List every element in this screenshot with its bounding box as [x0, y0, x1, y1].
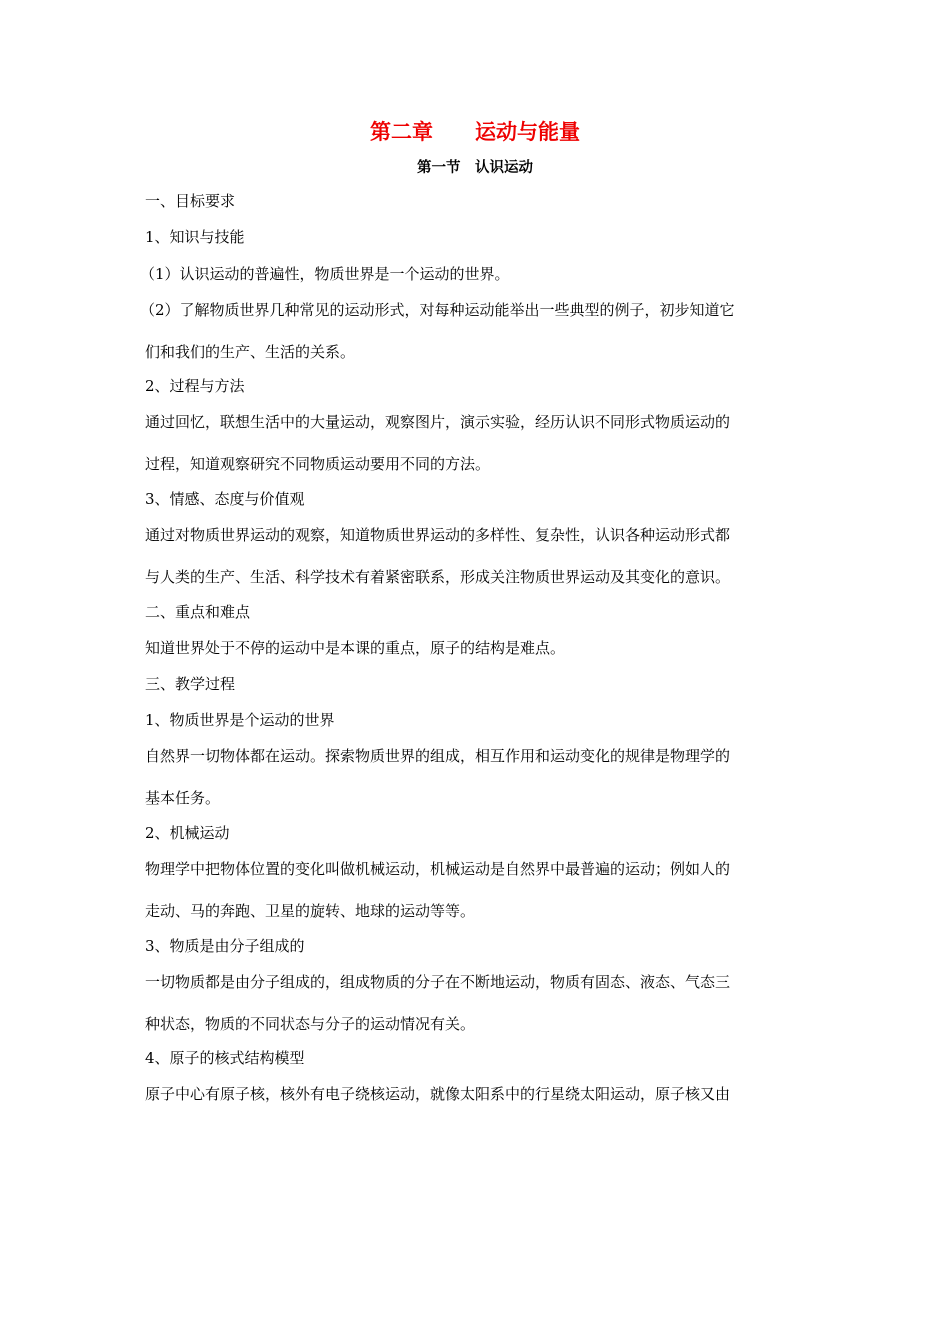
paragraph-line: 种状态，物质的不同状态与分子的运动情况有关。	[145, 1015, 476, 1033]
paragraph-line: 知道世界处于不停的运动中是本课的重点，原子的结构是难点。	[145, 639, 566, 657]
paragraph-line: 通过回忆，联想生活中的大量运动，观察图片，演示实验，经历认识不同形式物质运动的	[145, 413, 731, 431]
subheading-process-method: 2、过程与方法	[145, 377, 245, 395]
heading-key-points: 二、重点和难点	[145, 603, 251, 621]
heading-objectives: 一、目标要求	[145, 192, 236, 210]
subheading-moving-world: 1、物质世界是个运动的世界	[145, 711, 335, 729]
paragraph-line: 自然界一切物体都在运动。探索物质世界的组成，相互作用和运动变化的规律是物理学的	[145, 747, 731, 765]
paragraph-line: 基本任务。	[145, 789, 221, 807]
paragraph-line: 通过对物质世界运动的观察，知道物质世界运动的多样性、复杂性，认识各种运动形式都	[145, 526, 731, 544]
paragraph-line: 走动、马的奔跑、卫星的旋转、地球的运动等等。	[145, 902, 476, 920]
subheading-molecules: 3、物质是由分子组成的	[145, 937, 305, 955]
paragraph-line: 与人类的生产、生活、科学技术有着紧密联系，形成关注物质世界运动及其变化的意识。	[145, 568, 731, 586]
heading-teaching-process: 三、教学过程	[145, 675, 236, 693]
chapter-title: 第二章 运动与能量	[370, 120, 580, 144]
paragraph-line: 们和我们的生产、生活的关系。	[145, 343, 356, 361]
subheading-atomic-model: 4、原子的核式结构模型	[145, 1049, 305, 1067]
paragraph-line: 原子中心有原子核，核外有电子绕核运动，就像太阳系中的行星绕太阳运动，原子核又由	[145, 1085, 731, 1103]
subheading-attitude-values: 3、情感、态度与价值观	[145, 490, 305, 508]
paragraph-line: 物理学中把物体位置的变化叫做机械运动，机械运动是自然界中最普遍的运动；例如人的	[145, 860, 731, 878]
paragraph-line: 过程，知道观察研究不同物质运动要用不同的方法。	[145, 455, 491, 473]
paragraph-line: （2）了解物质世界几种常见的运动形式，对每种运动能举出一些典型的例子，初步知道它	[140, 301, 735, 319]
section-title: 第一节 认识运动	[417, 160, 533, 176]
subheading-mechanical-motion: 2、机械运动	[145, 824, 230, 842]
paragraph-line: （1）认识运动的普遍性，物质世界是一个运动的世界。	[140, 265, 510, 283]
subheading-knowledge-skills: 1、知识与技能	[145, 228, 245, 246]
paragraph-line: 一切物质都是由分子组成的，组成物质的分子在不断地运动，物质有固态、液态、气态三	[145, 973, 731, 991]
